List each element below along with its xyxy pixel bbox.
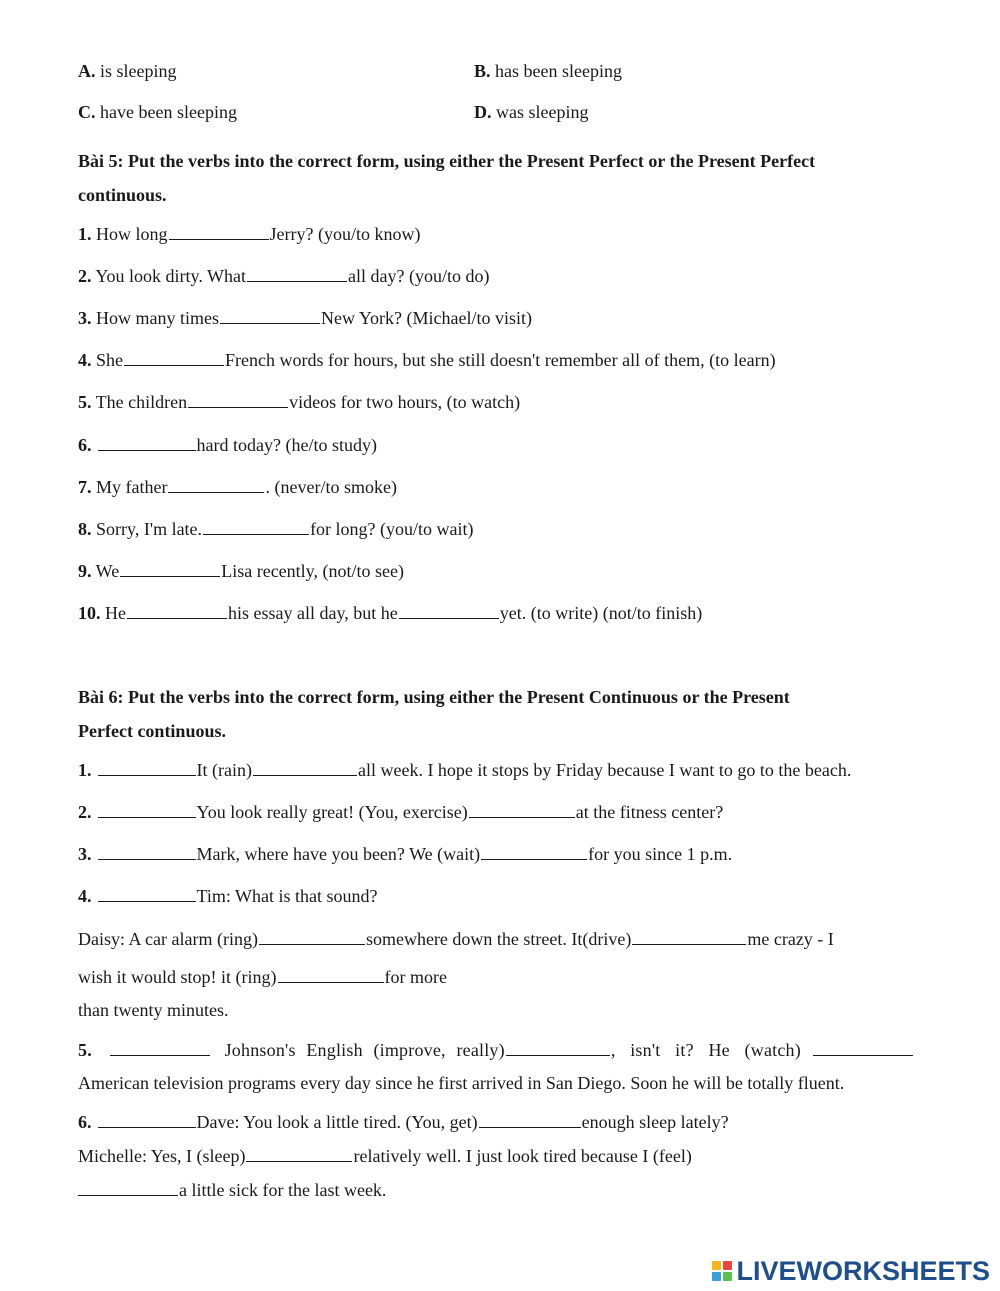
item-text: Tim: What is that sound? bbox=[196, 886, 378, 906]
item-number: 2. bbox=[78, 266, 92, 286]
item-text: How many times bbox=[91, 308, 219, 328]
answer-blank[interactable] bbox=[98, 799, 196, 818]
answer-blank[interactable] bbox=[98, 883, 196, 902]
item-number: 6. bbox=[78, 435, 92, 455]
item-text: hard today? (he/to study) bbox=[196, 435, 377, 455]
item-text: Lisa recently, (not/to see) bbox=[221, 561, 404, 581]
exercise-item-5-8 bbox=[78, 516, 474, 541]
item-number: 3. bbox=[78, 308, 92, 328]
answer-blank[interactable] bbox=[168, 474, 264, 493]
item-text: New York? (Michael/to visit) bbox=[321, 308, 532, 328]
item-text: yet. (to write) (not/to finish) bbox=[499, 603, 703, 623]
item-text: for long? (you/to wait) bbox=[310, 519, 474, 539]
answer-blank[interactable] bbox=[169, 221, 269, 240]
item-text: Johnson's English (improve, really) bbox=[213, 1040, 505, 1060]
answer-blank[interactable] bbox=[469, 799, 575, 818]
dialogue-text: a little sick for the last week. bbox=[179, 1180, 387, 1200]
option-a bbox=[78, 59, 177, 83]
answer-blank[interactable] bbox=[203, 516, 309, 535]
item-number: 2. bbox=[78, 802, 92, 822]
dialogue-daisy bbox=[78, 926, 834, 951]
exercise-item-5-3 bbox=[78, 305, 532, 330]
answer-blank[interactable] bbox=[98, 1109, 196, 1128]
dialogue-text: Michelle: Yes, I (sleep) bbox=[78, 1146, 246, 1166]
logo-cube bbox=[723, 1261, 732, 1270]
answer-blank[interactable] bbox=[259, 926, 365, 945]
item-text: Jerry? (you/to know) bbox=[269, 224, 421, 244]
option-letter: D. bbox=[474, 102, 492, 122]
option-c bbox=[78, 100, 237, 124]
answer-blank[interactable] bbox=[813, 1037, 913, 1056]
dialogue-daisy-end: than twenty minutes. bbox=[78, 1000, 229, 1020]
option-text: has been sleeping bbox=[490, 61, 622, 81]
dialogue-daisy-cont bbox=[78, 964, 447, 989]
answer-blank[interactable] bbox=[278, 964, 384, 983]
option-d bbox=[474, 100, 588, 124]
answer-blank[interactable] bbox=[98, 432, 196, 451]
item-text: My father bbox=[91, 477, 168, 497]
dialogue-text: somewhere down the street. It(drive) bbox=[365, 929, 632, 949]
answer-blank[interactable] bbox=[124, 347, 224, 366]
option-letter: C. bbox=[78, 102, 96, 122]
section5-title-cont: continuous. bbox=[78, 185, 167, 205]
dialogue-text: me crazy - I bbox=[747, 929, 834, 949]
dialogue-text: for more bbox=[384, 967, 447, 987]
item-number: 1. bbox=[78, 224, 92, 244]
exercise-item-5-4 bbox=[78, 347, 776, 372]
answer-blank[interactable] bbox=[399, 600, 499, 619]
section6-title: Bài 6: Put the verbs into the correct form, using either the Present Continuous or the Present bbox=[78, 687, 790, 707]
option-text: was sleeping bbox=[491, 102, 589, 122]
answer-blank[interactable] bbox=[98, 841, 196, 860]
answer-blank[interactable] bbox=[632, 926, 746, 945]
exercise-item-5-9 bbox=[78, 558, 404, 583]
item-text: Sorry, I'm late. bbox=[91, 519, 203, 539]
item-text: He bbox=[100, 603, 126, 623]
dialogue-text: relatively well. I just look tired because I (feel) bbox=[353, 1146, 692, 1166]
item-text: , isn't it? He (watch) bbox=[610, 1040, 801, 1060]
dialogue-michelle-cont bbox=[78, 1177, 386, 1202]
exercise-item-6-6 bbox=[78, 1109, 729, 1134]
logo-cubes-icon bbox=[712, 1261, 732, 1281]
option-letter: A. bbox=[78, 61, 96, 81]
section6-title-cont: Perfect continuous. bbox=[78, 721, 226, 741]
option-b bbox=[474, 59, 622, 83]
item-text: all day? (you/to do) bbox=[348, 266, 490, 286]
item-number: 6. bbox=[78, 1112, 92, 1132]
answer-blank[interactable] bbox=[479, 1109, 581, 1128]
answer-blank[interactable] bbox=[220, 305, 320, 324]
exercise-item-6-1 bbox=[78, 757, 851, 782]
item-number: 4. bbox=[78, 886, 92, 906]
answer-blank[interactable] bbox=[127, 600, 227, 619]
exercise-item-5-1 bbox=[78, 221, 420, 246]
item-text: We bbox=[91, 561, 120, 581]
exercise-item-5-6 bbox=[78, 432, 377, 457]
option-letter: B. bbox=[474, 61, 491, 81]
exercise-item-5-10 bbox=[78, 600, 702, 625]
item-text: You look really great! (You, exercise) bbox=[196, 802, 468, 822]
exercise-item-6-5 bbox=[78, 1037, 914, 1062]
answer-blank[interactable] bbox=[78, 1177, 178, 1196]
item-text: . (never/to smoke) bbox=[265, 477, 397, 497]
item-number: 10. bbox=[78, 603, 101, 623]
item-number: 1. bbox=[78, 760, 92, 780]
item-text: Mark, where have you been? We (wait) bbox=[196, 844, 481, 864]
answer-blank[interactable] bbox=[98, 757, 196, 776]
exercise-item-5-5 bbox=[78, 389, 520, 414]
exercise-item-6-5-cont: American television programs every day since he first arrived in San Diego. Soon he will be totally fluent. bbox=[78, 1073, 845, 1093]
exercise-item-5-7 bbox=[78, 474, 397, 499]
dialogue-text: wish it would stop! it (ring) bbox=[78, 967, 277, 987]
answer-blank[interactable] bbox=[110, 1037, 210, 1056]
dialogue-text: Daisy: A car alarm (ring) bbox=[78, 929, 258, 949]
item-number: 3. bbox=[78, 844, 92, 864]
answer-blank[interactable] bbox=[247, 263, 347, 282]
item-number: 8. bbox=[78, 519, 92, 539]
dialogue-michelle bbox=[78, 1143, 692, 1168]
liveworksheets-logo bbox=[712, 1256, 990, 1286]
exercise-item-6-3 bbox=[78, 841, 732, 866]
option-text: is sleeping bbox=[95, 61, 177, 81]
item-number: 7. bbox=[78, 477, 92, 497]
item-text: It (rain) bbox=[196, 760, 252, 780]
item-text: at the fitness center? bbox=[575, 802, 724, 822]
answer-blank[interactable] bbox=[188, 389, 288, 408]
item-text: enough sleep lately? bbox=[581, 1112, 729, 1132]
item-text: French words for hours, but she still doesn't remember all of them, (to learn) bbox=[225, 350, 776, 370]
answer-blank[interactable] bbox=[246, 1143, 352, 1162]
logo-cube bbox=[712, 1261, 721, 1270]
item-number: 4. bbox=[78, 350, 92, 370]
exercise-item-5-2 bbox=[78, 263, 489, 288]
item-text: for you since 1 p.m. bbox=[588, 844, 733, 864]
item-number: 5. bbox=[78, 392, 92, 412]
answer-blank[interactable] bbox=[253, 757, 357, 776]
answer-blank[interactable] bbox=[120, 558, 220, 577]
item-text: Dave: You look a little tired. (You, get) bbox=[196, 1112, 478, 1132]
item-text: all week. I hope it stops by Friday because I want to go to the beach. bbox=[357, 760, 852, 780]
item-text: How long bbox=[91, 224, 168, 244]
logo-text: LIVEWORKSHEETS bbox=[736, 1255, 990, 1286]
item-text: She bbox=[91, 350, 123, 370]
item-text: videos for two hours, (to watch) bbox=[289, 392, 521, 412]
logo-cube bbox=[723, 1272, 732, 1281]
exercise-item-6-2 bbox=[78, 799, 723, 824]
section5-title: Bài 5: Put the verbs into the correct form, using either the Present Perfect or the Present Perfect bbox=[78, 151, 816, 171]
logo-cube bbox=[712, 1272, 721, 1281]
item-text: his essay all day, but he bbox=[228, 603, 398, 623]
exercise-item-6-4 bbox=[78, 883, 378, 908]
item-number: 5. bbox=[78, 1040, 92, 1060]
item-text: You look dirty. What bbox=[91, 266, 247, 286]
item-number: 9. bbox=[78, 561, 92, 581]
option-text: have been sleeping bbox=[95, 102, 237, 122]
answer-blank[interactable] bbox=[481, 841, 587, 860]
answer-blank[interactable] bbox=[506, 1037, 610, 1056]
item-text: The children bbox=[91, 392, 188, 412]
